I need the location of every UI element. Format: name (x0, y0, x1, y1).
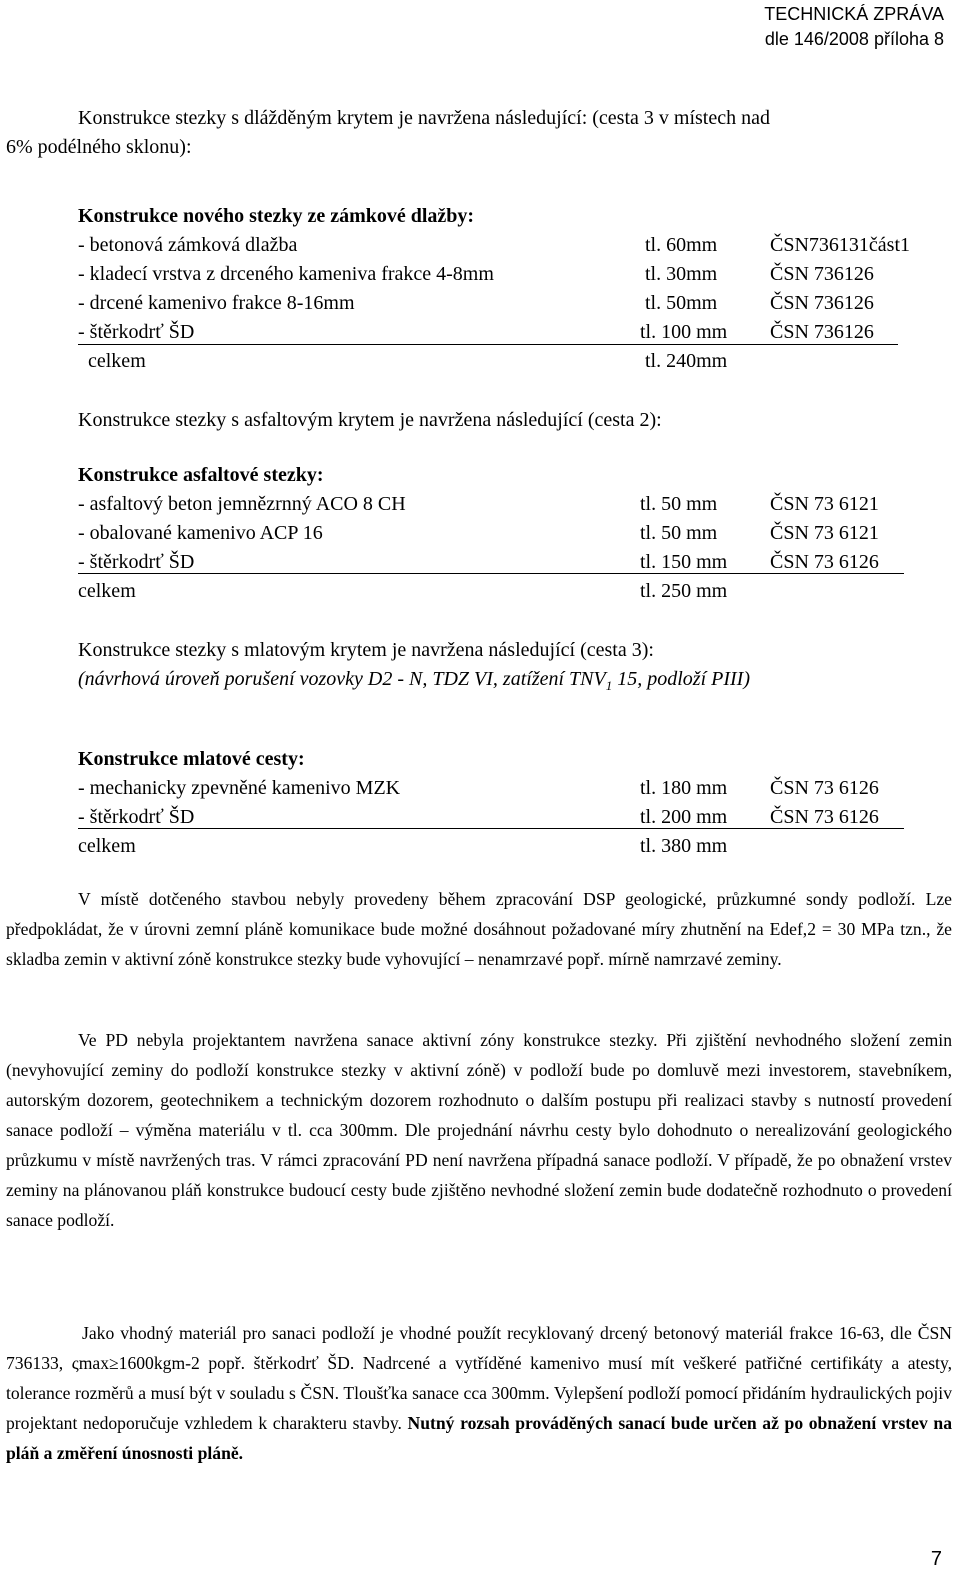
asphalt-row-material: - asfaltový beton jemnězrnný ACO 8 CH (78, 493, 406, 515)
asphalt-row-thickness: tl. 50 mm (640, 522, 718, 544)
paving-row-norm: ČSN 736126 (770, 292, 874, 314)
paving-row-material: - kladecí vrstva z drceného kameniva frakce 4-8mm (78, 263, 494, 285)
paving-row-thickness: tl. 100 mm (640, 321, 728, 343)
asphalt-row-thickness: tl. 50 mm (640, 493, 718, 515)
mlat-row-thickness: tl. 200 mm (640, 806, 728, 828)
mlat-intro-line2-start: (návrhová úroveň porušení vozovky D2 - N, TDZ VI, zatížení TNV (78, 668, 606, 690)
mlat-total-label: celkem (78, 835, 136, 857)
paving-row-norm: ČSN736131část1 (770, 234, 910, 256)
paving-row-thickness: tl. 30mm (645, 263, 718, 285)
mlat-row-thickness: tl. 180 mm (640, 777, 728, 799)
mlat-title: Konstrukce mlatové cesty: (78, 748, 305, 770)
paragraph-material (6, 1318, 952, 1468)
paragraph-material-text: Jako vhodný materiál pro sanaci podloží je vhodné použít recyklovaný drcený betonový materiál frakce 16-63, dle ČSN 736133, ςmax≥1600kgm-2 popř. štěrkodrť ŠD. Nadrcené a vytříděné kamenivo musí mít veškeré patřičné certifikáty a atesty, tolerance rozměrů a musí být v souladu s ČSN. Tloušťka sanace cca 300mm. Vylepšení podloží pomocí přidáním hydraulických pojiv projektant nedoporučuje vzhledem k charakteru stavby. (6, 1323, 952, 1433)
paving-row-thickness: tl. 50mm (645, 292, 718, 314)
asphalt-title: Konstrukce asfaltové stezky: (78, 464, 324, 486)
paving-total-label: celkem (88, 350, 146, 372)
paving-total-value: tl. 240mm (645, 350, 728, 372)
sum-rule (78, 573, 904, 574)
paragraph-sanation: Ve PD nebyla projektantem navržena sanace aktivní zóny konstrukce stezky. Při zjištění nevhodného složení zemin (nevyhovující zeminy do podloží konstrukce stezky v aktivní zóně) v podloží bude po domluvě mezi investorem, stavebníkem, autorským dozorem, geotechnikem a technickým dozorem rozhodnuto o dalším postupu při realizaci stavby s nutností provedení sanace podloží – výměna materiálu v tl. cca 300mm. Dle projednání návrhu cesty bylo dohodnuto o nerealizování geologického průzkumu v místě navržených tras. V rámci zpracování PD není navržena případná sanace podloží. V případě, že po obnažení vrstev zeminy na plánovanou pláň konstrukce budoucí cesty bude zjištěno nevhodné složení zemin bude dodatečně rozhodnuto o provedení sanace podloží. (6, 1030, 952, 1230)
paving-row-material: - štěrkodrť ŠD (78, 321, 195, 343)
asphalt-row-material: - obalované kamenivo ACP 16 (78, 522, 323, 544)
mlat-row-material: - štěrkodrť ŠD (78, 806, 195, 828)
sum-rule (78, 828, 904, 829)
asphalt-row-norm: ČSN 73 6121 (770, 522, 879, 544)
paragraph-survey: V místě dotčeného stavbou nebyly provedeny během zpracování DSP geologické, průzkumné sondy podloží. Lze předpokládat, že v úrovni zemní pláně komunikace bude možné dosáhnout požadované míry zhutnění na Edef,2 = 30 MPa tzn., že skladba zemin v aktivní zóně konstrukce stezky bude vyhovující – nenamrzavé popř. mírně namrzavé zeminy. (6, 889, 952, 969)
mlat-total-value: tl. 380 mm (640, 835, 728, 857)
asphalt-total-label: celkem (78, 580, 136, 602)
paving-row-thickness: tl. 60mm (645, 234, 718, 256)
mlat-row-material: - mechanicky zpevněné kamenivo MZK (78, 777, 401, 799)
paving-row-norm: ČSN 736126 (770, 263, 874, 285)
paving-row-material: - drcené kamenivo frakce 8-16mm (78, 292, 355, 314)
sum-rule (78, 344, 898, 345)
paving-intro-line2: 6% podélného sklonu): (6, 136, 192, 158)
page-number: 7 (930, 1548, 942, 1570)
asphalt-row-thickness: tl. 150 mm (640, 551, 728, 573)
mlat-intro-line1: Konstrukce stezky s mlatovým krytem je navržena následující (cesta 3): (78, 639, 654, 661)
asphalt-row-norm: ČSN 73 6126 (770, 551, 879, 573)
asphalt-total-value: tl. 250 mm (640, 580, 728, 602)
mlat-intro-sub: 1 (605, 678, 613, 693)
page-header (764, 2, 944, 52)
mlat-row-norm: ČSN 73 6126 (770, 806, 879, 828)
asphalt-row-norm: ČSN 73 6121 (770, 493, 879, 515)
paving-intro-line1: Konstrukce stezky s dlážděným krytem je navržena následující: (cesta 3 v místech nad (78, 107, 770, 129)
asphalt-intro: Konstrukce stezky s asfaltovým krytem je navržena následující (cesta 2): (78, 409, 662, 431)
mlat-intro-line2-end: 15, podloží PIII) (612, 668, 750, 690)
paving-title: Konstrukce nového stezky ze zámkové dlažby: (78, 205, 475, 227)
header-title: TECHNICKÁ ZPRÁVA (764, 4, 944, 24)
mlat-intro-line2 (78, 666, 750, 699)
mlat-row-norm: ČSN 73 6126 (770, 777, 879, 799)
asphalt-row-material: - štěrkodrť ŠD (78, 551, 195, 573)
paving-row-norm: ČSN 736126 (770, 321, 874, 343)
header-subtitle: dle 146/2008 příloha 8 (764, 29, 944, 49)
paving-row-material: - betonová zámková dlažba (78, 234, 298, 256)
paragraph-material-bold: Nutný rozsah prováděných sanací bude určen až po obnažení vrstev na pláň a změření únosnosti pláně. (6, 1413, 952, 1463)
